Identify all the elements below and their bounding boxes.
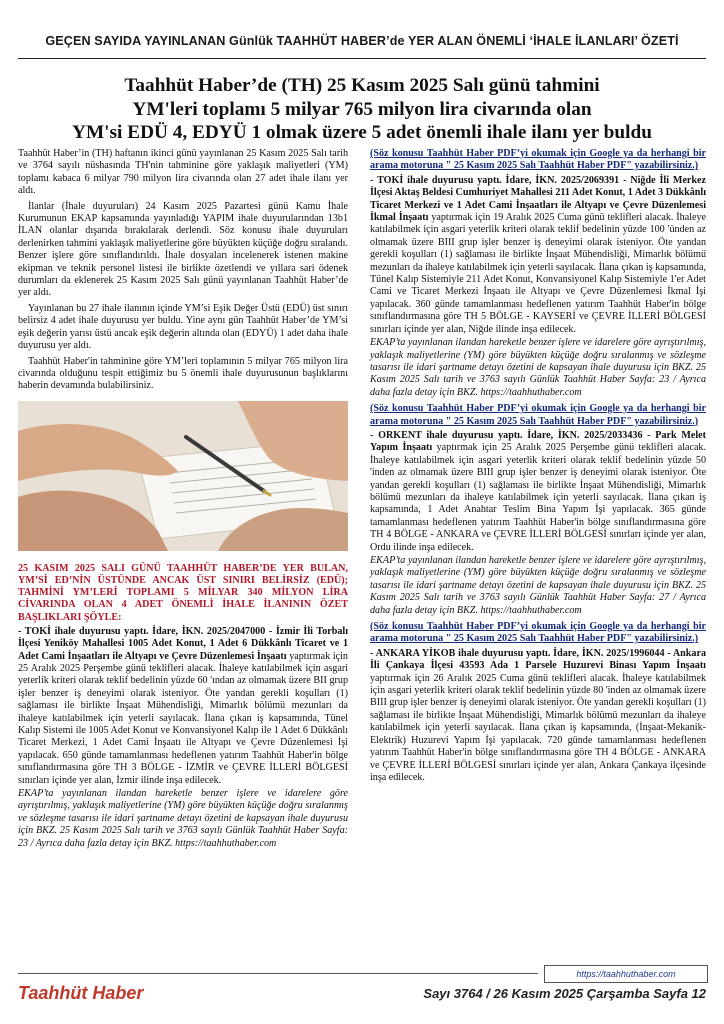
tender-item-4	[370, 648, 706, 784]
tender-item-1	[18, 626, 348, 787]
hands-document-illustration	[18, 401, 348, 551]
search-note-1: (Söz konusu Taahhüt Haber PDF’yi okumak için Google ya da herhangi bir arama motoruna " 25 Kasım 2025 Salı Taahhüt Haber PDF" yazabilirsiniz.)	[370, 148, 706, 172]
headline-line-2: YM'leri toplamı 5 milyar 765 milyon lira civarında olan	[132, 98, 592, 120]
left-column	[18, 148, 348, 854]
tender-item-2-body: yaptırmak için 19 Aralık 2025 Cuma günü teklifleri alacak. İhaleye katılabilmek için asgari yeterlik kriteri olarak teklif bedelinin yüzde 100 'ünden az olmamak üzere BIII grup işler benzer iş deneyimi olarak isteniyor. Öte yandan gerekli koşulları (1) sağlaması ile birlikte İnşaat Mühendisliği, Mimarlık bölümü mezunları da ihaleye katılabilmek için yeterli sayılacak. İlana çıkan iş kapsamında, Tünel Kalıp Sistemiyle 211 Adet Konut, Konvansiyonel Kalıp Sistemiyle 1'er Adet Cami ve Ticaret Merkezi İnşaatı ile Altyapı ve Çevre Düzenlemesi İkmal İşi yapılacak. 360 günde tamamlanması hedeflenen yatırım Taahhüt Haber'in bölge sınıflandırmasına göre TH 5 BÖLGE - KAYSERİ ve ÇEVRE İLLERİ BÖLGESİ sınırları içinde yer alan, Niğde ilinde inşa edilecek.	[370, 212, 707, 335]
tender-item-4-body: yaptırmak için 26 Aralık 2025 Cuma günü teklifleri alacak. İhaleye katılabilmek için asgari yeterlik kriteri olarak teklif bedelinin yüzde 80 'inden az olmamak üzere BIII grup işler benzer iş deneyimi olarak isteniyor. Öte yandan gerekli koşulları (1) sağlaması ile birlikte İnşaat Mühendisliği, Mimarlık bölümü mezunları da ihaleye katılabilmek için yeterli sayılacak. İlana çıkan iş kapsamında, (İnşaat-Mekanik-Elektrik) Huzurevi Yapım İşi yapılacak. 720 günde tamamlanması hedeflenen yatırım Taahhüt Haber'in bölge sınıflandırmasına göre TH 4 BÖLGE - ANKARA ve ÇEVRE İLLERİ BÖLGESİ sınırları içinde yer alan, Ankara Çankaya ilçesinde inşa edilecek.	[370, 672, 706, 783]
section-heading: 25 KASIM 2025 SALI GÜNÜ TAAHHÜT HABER’DE YER BULAN, YM’Sİ ED’NİN ÜSTÜNDE ANCAK ÜST SINIRI BELİRSİZ (EDÜ); TAHMİNİ YM’LERİ TOPLAMI 5 MİLYAR 340 MİLYON LİRA CİVARINDA OLAN 4 ADET ÖNEMLİ İHALE İLANININ ÖZET BAŞLIKLARI ŞÖYLE:	[18, 562, 348, 623]
tender-item-3-title: - ORKENT ihale duyurusu yaptı. İdare, İKN. 2025/2033436 - Park Melet Yapım İnşaatı	[370, 429, 706, 454]
footer-website-link[interactable]: https://taahhuthaber.com	[544, 965, 708, 983]
headline-line-3: YM'si EDÜ 4, EDYÜ 1 olmak üzere 5 adet önemli ihale ilanı yer buldu	[72, 122, 652, 143]
tender-item-1-body: yaptırmak için 25 Aralık 2025 Perşembe günü teklifleri alacak. İhaleye katılabilmek için asgari yeterlik kriteri olarak teklif bedelinin yüzde 60 'ından az olmamak üzere BII grup işler benzer iş deneyimi olarak isteniyor. Öte yandan gerekli koşulları (1) sağlaması ile birlikte İnşaat Mühendisliği, Mimarlık bölümü mezunları da ihaleye katılabilmek için yeterli sayılacak. İlana çıkan iş kapsamında, Tünel Kalıp Sistemi ile 1005 Adet Konut ve Konvansiyonel Kalıp ile 1 Adet 6 Dükkânlı Ticaret Merkezi, 1 Adet Cami İnşaatı ile Altyapı ve Çevre Düzenlemesi İşi yapılacak. 650 günde tamamlanması hedeflenen yatırım Taahhüt Haber'in bölge sınıflandırmasına göre TH 3 BÖLGE - İZMİR ve ÇEVRE İLLERİ BÖLGESİ sınırları içinde yer alan, İzmir ilinde inşa edilecek.	[18, 650, 348, 786]
handshake-photo	[18, 401, 348, 551]
right-column	[370, 148, 706, 785]
tender-item-2	[370, 175, 706, 336]
intro-paragraph-2: İlanlar (İhale duyuruları) 24 Kasım 2025 Pazartesi günü Kamu İhale Kurumunun EKAP kapsamında yayınladığı YAPIM ihale duyurularından 13b1 İLAN olanlar dışarıda bırakılarak derlendi. Söz konusu ihale duyuruları derlenirken tahmini yaklaşık maliyetlerine göre büyükten küçüğe doğru sıralandı. Benzer işlere göre sınıflandırıldı. İhale dosyaları incelenerek istenen makine ekipman ve teknik personel listesi ile birlikte özetlendi ve yıllara sari ödenek durumları da eklenerek 25 Kasım 2025 Salı günü yayınlanan Taahhüt Haber’de yer aldı.	[18, 200, 348, 299]
tender-item-3	[370, 430, 706, 554]
tender-item-1-reference: EKAP’ta yayınlanan ilandan hareketle benzer işlere ve idarelere göre ayrıştırılmış, yaklaşık maliyetlerine (YM) göre büyükten küçüğe doğru sıralanmış ve sözleşme tasarısı ile idari şartname detayı özetini de kapsayan ihale duyurusu için BKZ. 25 Kasım 2025 Salı tarih ve 3763 sayılı Günlük Taahhüt Haber Sayfa: 23 / Ayrıca daha fazla detay için BKZ. https://taahhuthaber.com	[18, 788, 348, 849]
search-note-3: (Söz konusu Taahhüt Haber PDF’yi okumak için Google ya da herhangi bir arama motoruna " 25 Kasım 2025 Salı Taahhüt Haber PDF" yazabilirsiniz.)	[370, 621, 706, 645]
headline	[18, 74, 706, 145]
headline-line-1: Taahhüt Haber’de (TH) 25 Kasım 2025 Salı günü tahmini	[124, 75, 600, 96]
search-note-2: (Söz konusu Taahhüt Haber PDF’yi okumak için Google ya da herhangi bir arama motoruna " 25 Kasım 2025 Salı Taahhüt Haber PDF" yazabilirsiniz.)	[370, 403, 706, 427]
tender-item-3-reference: EKAP’ta yayınlanan ilandan hareketle benzer işlere ve idarelere göre ayrıştırılmış, yaklaşık maliyetlerine (YM) göre büyükten küçüğe doğru sıralanmış ve sözleşme tasarısı ile idari şartname detayı özetini de kapsayan ihale duyurusu için BKZ. 25 Kasım 2025 Salı tarih ve 3763 sayılı Günlük Taahhüt Haber Sayfa: 27 / Ayrıca daha fazla detay için BKZ. https://taahhuthaber.com	[370, 555, 706, 616]
intro-paragraph-3: Yayınlanan bu 27 ihale ilanının içinde YM’si Eşik Değer Üstü (EDÜ) üst sınırı belirsiz 4 adet ihale duyurusu yer buldu. Yine aynı gün Taahhüt Haber’de YM’si eşik değerin yarısı üstü ancak eşik değerin altında olan (EDYÜ) 1 adet daha ihale duyurusu yer aldı.	[18, 302, 348, 352]
footer-divider	[18, 973, 538, 974]
tender-item-4-title: - ANKARA YİKOB ihale duyurusu yaptı. İdare, İKN. 2025/1996044 - Ankara İli Çankaya İlçesi 43593 Ada 1 Parsele Huzurevi Binası Yapım İnşaatı	[370, 647, 706, 672]
issue-info: Sayı 3764 / 26 Kasım 2025 Çarşamba Sayfa 12	[423, 986, 706, 1001]
header-divider	[18, 58, 706, 59]
tender-item-1-title: - TOKİ ihale duyurusu yaptı. İdare, İKN. 2025/2047000 - İzmir İli Torbalı İlçesi Yeniköy Mahallesi 1005 Adet Konut, 1 Adet 6 Dükkânlı Ticaret ve 1 Adet Cami İnşaatları ile Altyapı ve Çevre Düzenlemesi İnşaatı	[18, 625, 348, 662]
page-banner: GEÇEN SAYIDA YAYINLANAN Günlük TAAHHÜT HABER’de YER ALAN ÖNEMLİ ‘İHALE İLANLARI’ ÖZETİ	[45, 34, 679, 48]
tender-item-3-body: yaptırmak için 25 Aralık 2025 Perşembe günü teklifleri alacak. İhaleye katılabilmek için asgari yeterlik kriteri olarak teklif bedelinin yüzde 50 'inden az olmamak üzere BIII grup işler benzer iş deneyimi olarak isteniyor. Öte yandan gerekli koşulları (1) sağlaması ile birlikte İnşaat Mühendisliği, Mimarlık bölümü mezunları da ihaleye katılabilmek için yeterli sayılacak. İlana çıkan iş kapsamında, 1 Adet Anahtar Teslim Bina Yapım İşi yapılacak. 365 günde tamamlanması hedeflenen yatırım Taahhüt Haber'in bölge sınıflandırmasına göre TH 4 BÖLGE - ANKARA ve ÇEVRE İLLERİ BÖLGESİ sınırları içinde yer alan, Ordu ilinde inşa edilecek.	[370, 442, 707, 553]
intro-paragraph-4: Taahhüt Haber'in tahminine göre YM’leri toplamının 5 milyar 765 milyon lira civarında olduğunu tespit ettiğimiz bu 5 önemli ihale duyurusunun başlıklarını haberin devamında bulabilirsiniz.	[18, 355, 348, 392]
tender-item-2-title: - TOKİ ihale duyurusu yaptı. İdare, İKN. 2025/2069391 - Niğde İli Merkez İlçesi Aktaş Beldesi Cumhuriyet Mahallesi 211 Adet Konut, 1 Adet 3 Dükkânlı Ticaret Merkezi ve 1 Adet Cami İnşaatları ile Altyapı ve Çevre Düzenlemesi İkmal İnşaatı	[370, 174, 706, 224]
intro-paragraph-1: Taahhüt Haber’in (TH) haftanın ikinci günü yayınlanan 25 Kasım 2025 Salı tarih ve 3764 sayılı nüshasında TH'nin tahminine göre yaklaşık maliyetleri (YM) toplamı kabaca 6 milyar 790 milyon lira civarında olan 27 adet ihale ilanı yer aldı.	[18, 148, 348, 197]
brand-logo: Taahhüt Haber	[18, 983, 144, 1003]
tender-item-2-reference: EKAP’ta yayınlanan ilandan hareketle benzer işlere ve idarelere göre ayrıştırılmış, yaklaşık maliyetlerine (YM) göre büyükten küçüğe doğru sıralanmış ve sözleşme tasarısı ile idari şartname detayı özetini de kapsayan ihale duyurusu için BKZ. 25 Kasım 2025 Salı tarih ve 3763 sayılı Günlük Taahhüt Haber Sayfa: 23 / Ayrıca daha fazla detay için BKZ. https://taahhuthaber.com	[370, 337, 706, 398]
